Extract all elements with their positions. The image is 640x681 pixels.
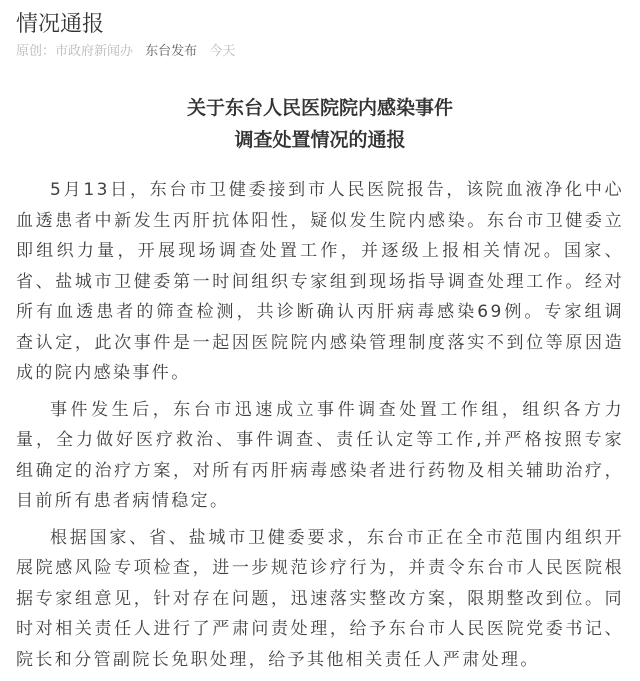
headline-line-1: 关于东台人民医院院内感染事件 xyxy=(186,97,453,119)
headline-line-2: 调查处置情况的通报 xyxy=(234,129,406,151)
article-body xyxy=(16,175,624,681)
author-link[interactable]: 市政府新闻办 xyxy=(55,44,134,59)
original-tag: 原创： xyxy=(16,44,56,59)
publish-time: 今天 xyxy=(209,44,236,59)
paragraph-3: 根据国家、省、盐城市卫健委要求，东台市正在全市范围内组织开展院感风险专项检查，进一步规范诊疗行为，并责令东台市人民医院根据专家组意见，针对存在问题，迅速落实整改方案，限期整改到位。同时对相关责任人进行了严肃问责处理，给予东台市人民医院党委书记、院长和分管副院长免职处理，给予其他相关责任人严肃处理。 xyxy=(16,527,624,670)
paragraph-1: 5月13日，东台市卫健委接到市人民医院报告，该院血液净化中心血透患者中新发生丙肝抗体阳性，疑似发生院内感染。东台市卫健委立即组织力量，开展现场调查处置工作，并逐级上报相关情况。国家、省、盐城市卫健委第一时间组织专家组到现场指导调查处理工作。经对所有血透患者的筛查检测，共诊断确认丙肝病毒感染69例。专家组调查认定，此次事件是一起因医院院内感染管理制度落实不到位等原因造成的院内感染事件。 xyxy=(16,180,624,383)
original-label xyxy=(16,44,133,59)
notice-headline xyxy=(0,92,640,156)
paragraph-2: 事件发生后，东台市迅速成立事件调查处置工作组，组织各方力量，全力做好医疗救治、事件调查、责任认定等工作,并严格按照专家组确定的治疗方案，对所有丙肝病毒感染者进行药物及相关辅助治疗，目前所有患者病情稳定。 xyxy=(16,399,624,511)
article-meta xyxy=(16,43,243,61)
account-name-link[interactable]: 东台发布 xyxy=(145,44,198,59)
article-title: 情况通报 xyxy=(16,12,105,37)
